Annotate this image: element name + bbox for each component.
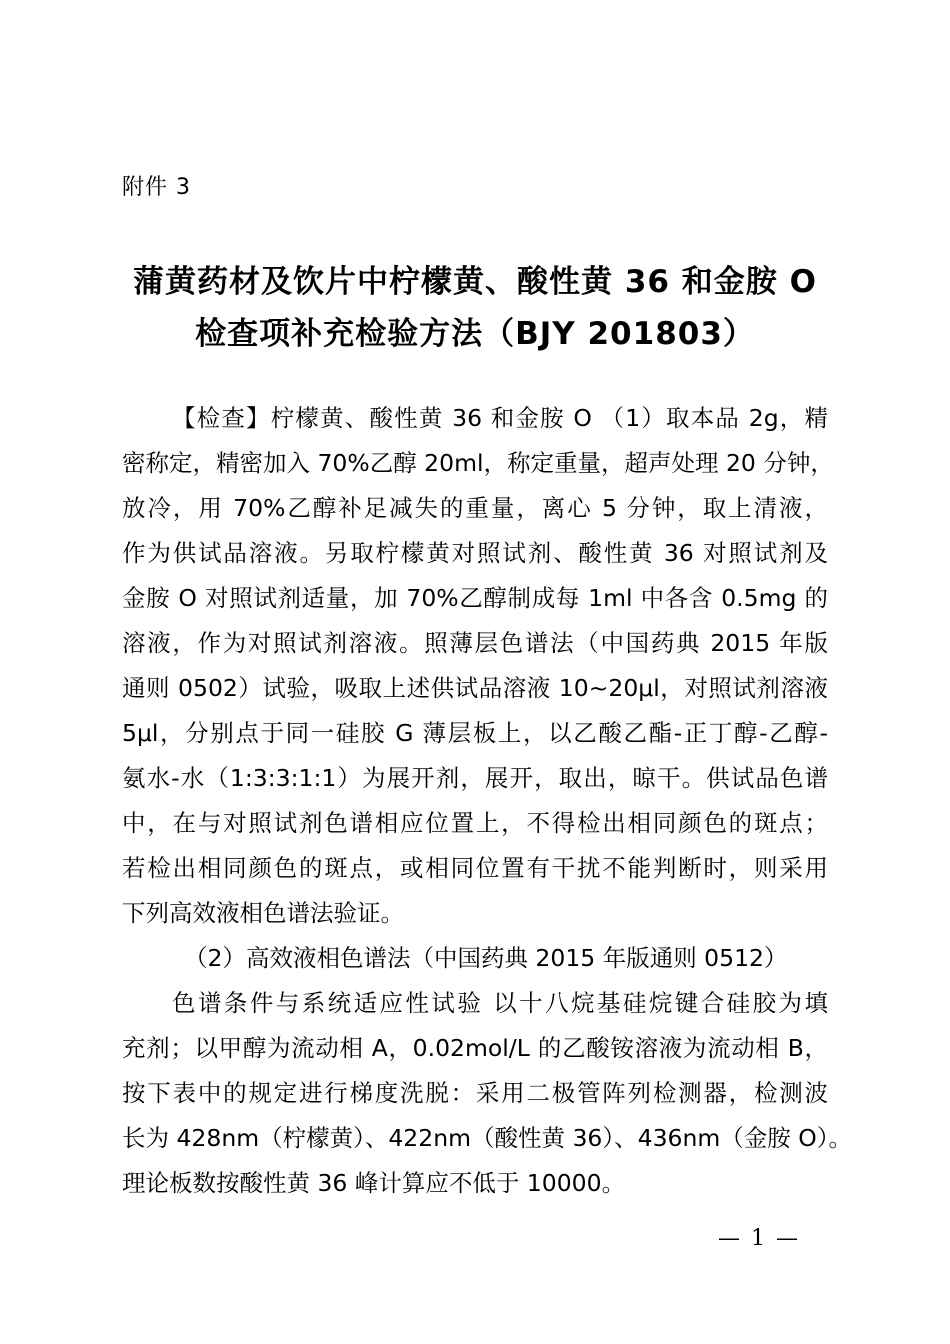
body-line: 下列高效液相色谱法验证。 xyxy=(122,899,404,927)
body-line: 中，在与对照试剂色谱相应位置上，不得检出相同颜色的斑点； xyxy=(122,809,828,837)
document-title-line-2: 检查项补充检验方法（BJY 201803） xyxy=(195,316,755,352)
body-line: 金胺 O 对照试剂适量，加 70%乙醇制成每 1ml 中各含 0.5mg 的 xyxy=(122,584,828,612)
body-line: 通则 0502）试验，吸取上述供试品溶液 10~20μl，对照试剂溶液 xyxy=(122,674,828,702)
body-line: 理论板数按酸性黄 36 峰计算应不低于 10000。 xyxy=(122,1169,626,1197)
body-line: 若检出相同颜色的斑点，或相同位置有干扰不能判断时，则采用 xyxy=(122,854,828,882)
body-line: 溶液，作为对照试剂溶液。照薄层色谱法（中国药典 2015 年版 xyxy=(122,629,828,657)
document-body xyxy=(122,396,852,1206)
body-line: 色谱条件与系统适应性试验 以十八烷基硅烷键合硅胶为填 xyxy=(172,989,828,1017)
body-line: 【检查】柠檬黄、酸性黄 36 和金胺 O （1）取本品 2g，精 xyxy=(172,404,828,432)
body-line: 密称定，精密加入 70%乙醇 20ml，称定重量，超声处理 20 分钟， xyxy=(122,449,834,477)
body-line: 放冷，用 70%乙醇补足减失的重量，离心 5 分钟，取上清液， xyxy=(122,494,828,522)
body-line: 作为供试品溶液。另取柠檬黄对照试剂、酸性黄 36 对照试剂及 xyxy=(122,539,828,567)
body-line: 按下表中的规定进行梯度洗脱：采用二极管阵列检测器，检测波 xyxy=(122,1079,828,1107)
document-title-line-1: 蒲黄药材及饮片中柠檬黄、酸性黄 36 和金胺 O xyxy=(133,264,817,300)
body-line: 充剂；以甲醇为流动相 A，0.02mol/L 的乙酸铵溶液为流动相 B， xyxy=(122,1034,828,1062)
attachment-label: 附件 3 xyxy=(122,175,191,200)
body-line: 5μl，分别点于同一硅胶 G 薄层板上，以乙酸乙酯-正丁醇-乙醇- xyxy=(122,719,828,747)
page-number: — 1 — xyxy=(718,1226,800,1251)
body-line: 长为 428nm（柠檬黄）、422nm（酸性黄 36）、436nm（金胺 O）。 xyxy=(122,1124,852,1152)
body-line: 氨水-水（1:3:3:1:1）为展开剂，展开，取出，晾干。供试品色谱 xyxy=(122,764,828,792)
hplc-method-heading: （2）高效液相色谱法（中国药典 2015 年版通则 0512） xyxy=(184,944,788,972)
